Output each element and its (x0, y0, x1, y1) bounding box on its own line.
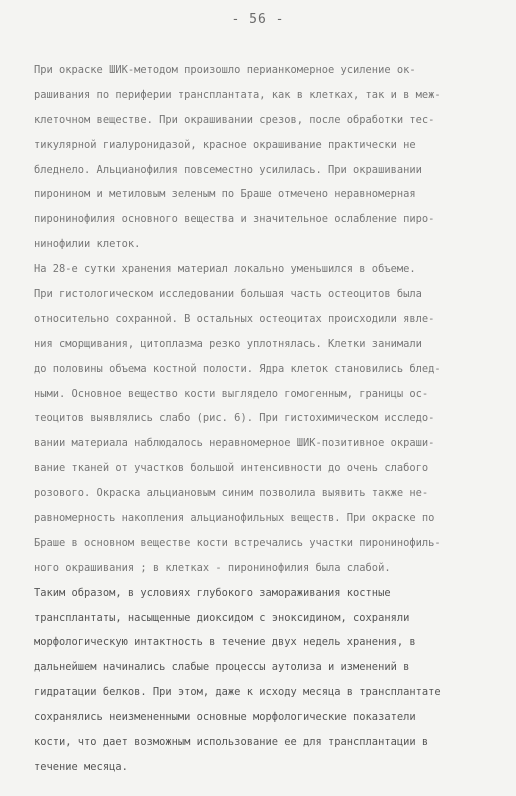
text-line: дальнейшем начинались слабые процессы аутолиза и изменений в (34, 661, 410, 674)
text-line: розового. Окраска альциановым синим позволила выявить также не- (34, 487, 429, 500)
page-number: - 56 - (231, 12, 285, 27)
text-line: На 28-е сутки хранения материал локально уменьшился в объеме. (34, 263, 416, 276)
text-line: вание тканей от участков большой интенсивности до очень слабого (34, 462, 429, 475)
paragraph-1 (34, 58, 490, 257)
text-line: тикулярной гиалуронидазой, красное окрашивание практически не (34, 138, 416, 151)
text-line: сохранялись неизмененными основные морфологические показатели (34, 711, 416, 724)
text-line: пиронинофилия основного вещества и значительное ослабление пиро- (34, 213, 435, 226)
text-line: ного окрашивания ; в клетках - пиронинофилия была слабой. (34, 561, 391, 574)
text-line: равномерность накопления альцианофильных веществ. При окраске по (34, 512, 435, 525)
text-line: бледнело. Альцианофилия повсеместно усилилась. При окрашивании (34, 163, 422, 176)
text-line: ными. Основное вещество кости выглядело гомогенным, границы ос- (34, 387, 429, 400)
text-line: кости, что дает возможным использование ее для трансплантации в (34, 736, 429, 749)
text-line: ния сморщивания, цитоплазма резко уплотнялась. Клетки занимали (34, 337, 422, 350)
text-line: рашивания по периферии трансплантата, как в клетках, так и в меж- (34, 88, 441, 101)
text-line: клеточном веществе. При окрашивании срезов, после обработки тес- (34, 113, 435, 126)
text-line: вании материала наблюдалось неравномерное ШИК-позитивное окраши- (34, 437, 435, 450)
paragraph-3 (34, 581, 490, 780)
text-line: трансплантаты, насыщенные диоксидом с эноксидином, сохраняли (34, 611, 410, 624)
text-line: пиронином и метиловым зеленым по Браше отмечено неравномерная (34, 188, 416, 201)
text-line: до половины объема костной полости. Ядра клеток становились блед- (34, 362, 441, 375)
text-line: относительно сохранной. В остальных остеоцитах происходили явле- (34, 312, 435, 325)
text-line: При гистологическом исследовании большая часть остеоцитов была (34, 288, 422, 301)
text-line: При окраске ШИК-методом произошло перианкомерное усиление ок- (34, 64, 416, 76)
text-line: морфологическую интактность в течение двух недель хранения, в (34, 636, 416, 649)
text-line: течение месяца. (34, 760, 128, 773)
text-line: Таким образом, в условиях глубокого замораживания костные (34, 586, 391, 599)
text-line: теоцитов выявлялись слабо (рис. 6). При гистохимическом исследо- (34, 412, 435, 425)
text-line: нинофилии клеток. (34, 238, 141, 251)
body-text (34, 58, 490, 780)
paragraph-2 (34, 257, 490, 581)
text-line: Браше в основном веществе кости встречались участки пиронинофиль- (34, 536, 441, 549)
text-line: гидратации белков. При этом, даже к исходу месяца в трансплантате (34, 686, 441, 699)
